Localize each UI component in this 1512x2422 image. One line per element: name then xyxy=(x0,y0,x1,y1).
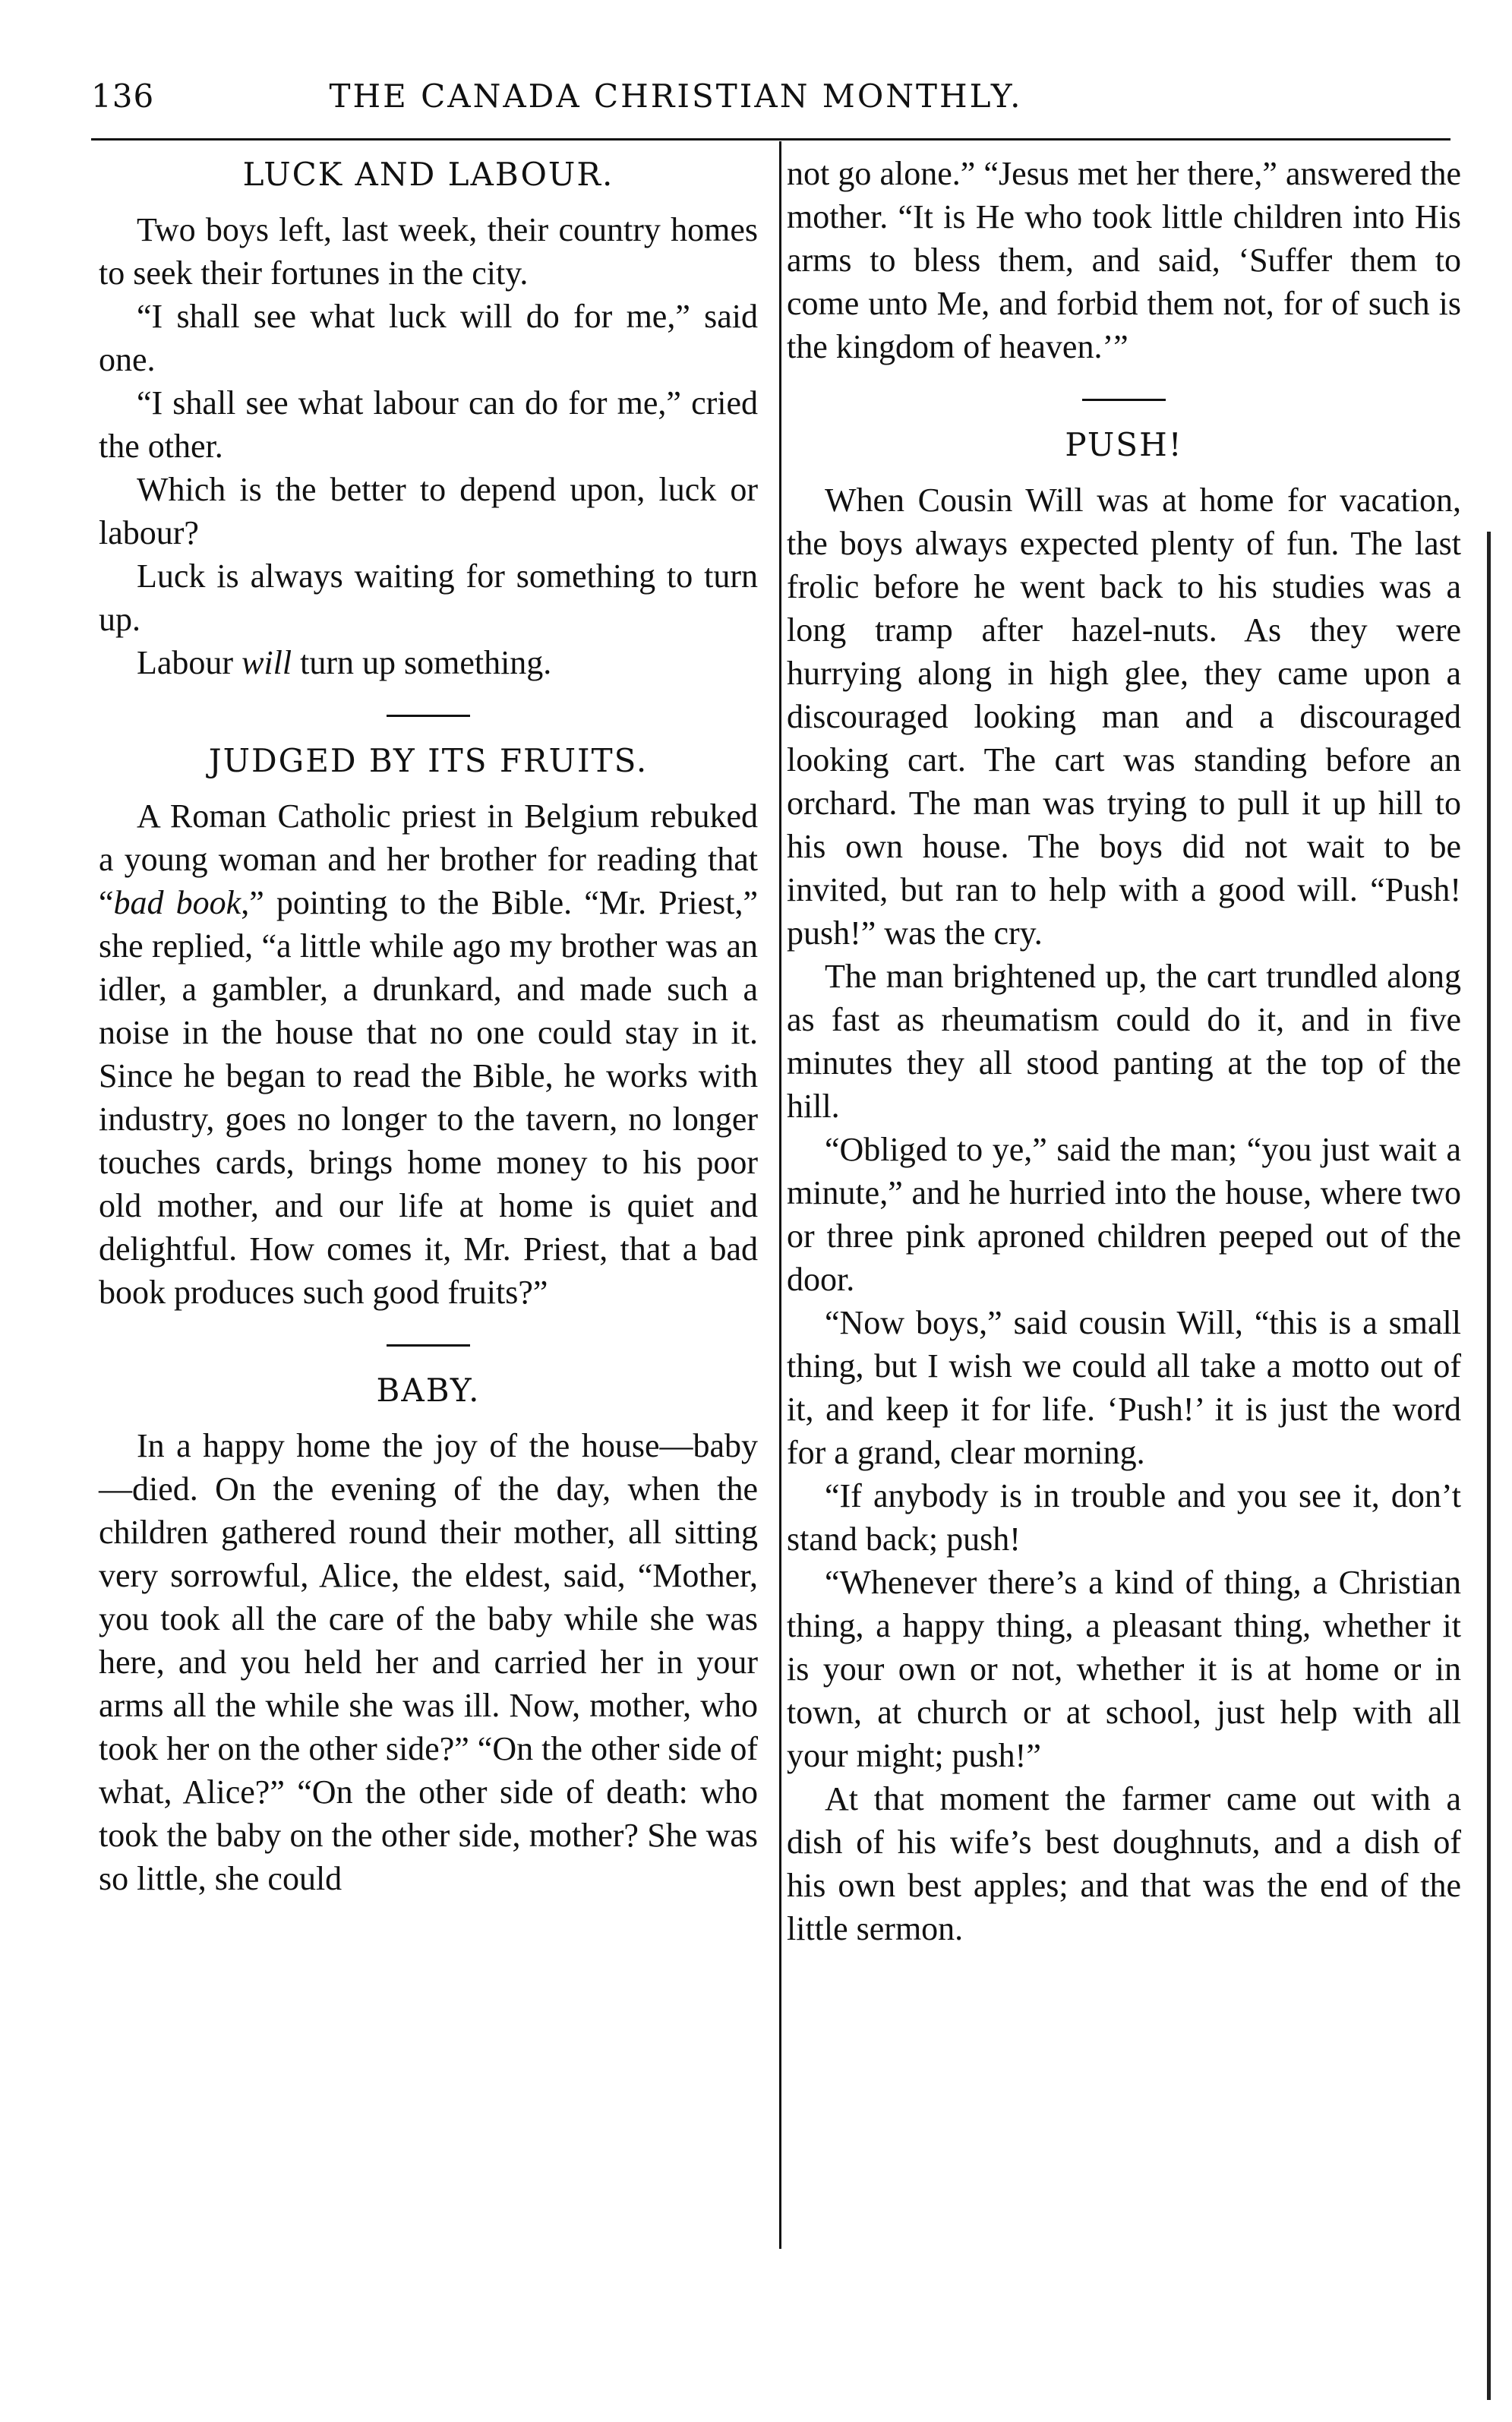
paragraph: “I shall see what luck will do for me,” said one. xyxy=(99,298,758,378)
paragraph: Two boys left, last week, their country homes to seek their fortunes in the city. xyxy=(99,211,758,292)
paragraph: At that moment the farmer came out with a dish of his wife’s best doughnuts, and a dish of his own best apples; and that was the end of the little sermon. xyxy=(787,1780,1461,1947)
article-title: BABY. xyxy=(376,1372,481,1409)
paragraph: Luck is always waiting for something to turn up. xyxy=(99,557,758,638)
paragraph: In a happy home the joy of the house—baby—died. On the evening of the day, when the children gathered round their mother, all sitting very sorrowful, Alice, the eldest, said, “Mother, you took all the care of the baby while she was here, and you held her and carried her in your arms all the while she was ill. Now, mother, who took her on the other side?” “On the other side of what, Alice?” “On the other side of death: who took the baby on the other side, mother? She was so little, she could xyxy=(99,1427,758,1897)
column-divider-rule xyxy=(779,141,781,2249)
article-title: LUCK AND LABOUR. xyxy=(242,156,614,193)
header-rule xyxy=(91,138,1450,141)
article-baby xyxy=(99,1368,758,1900)
text-run: ,” pointing to the Bible. “Mr. Priest,” she replied, “a little while ago my brother was an idler, a gambler, a drunkard, and made such a noise in the house that no one could stay in it. Since he began to read the Bible, he works with industry, goes no longer to the tavern, no longer touches cards, brings home money to his poor old mother, and our life at home is quiet and delightful. How comes it, Mr. Priest, that a bad book produces such good fruits?” xyxy=(99,884,759,1311)
section-divider xyxy=(387,1344,470,1347)
article-title: JUDGED BY ITS FRUITS. xyxy=(208,742,649,779)
article-luck-and-labour xyxy=(99,152,758,684)
text-run: Labour xyxy=(137,644,242,681)
text-run: A Roman Catholic priest in Belgium rebuked a young woman and her brother for reading that “ xyxy=(99,797,758,921)
journal-title: THE CANADA CHRISTIAN MONTHLY. xyxy=(329,77,1023,115)
paragraph xyxy=(99,641,758,684)
italic-text: will xyxy=(241,644,292,681)
article-title: PUSH! xyxy=(1065,426,1183,463)
paragraph: “Now boys,” said cousin Will, “this is a small thing, but I wish we could all take a motto out of it, and keep it for life. ‘Push!’ it is just the word for a grand, clear morning. xyxy=(787,1304,1461,1471)
paragraph-continued: not go alone.” “Jesus met her there,” answered the mother. “It is He who took little children into His arms to bless them, and said, ‘Suffer them to come unto Me, and forbid them not, for of such is the kingdom of heaven.’” xyxy=(787,155,1461,365)
italic-text: bad book xyxy=(113,884,241,921)
paragraph: Which is the better to depend upon, luck or labour? xyxy=(99,471,758,551)
left-column xyxy=(99,152,758,1900)
article-push xyxy=(787,422,1461,1950)
page-number: 136 xyxy=(91,77,155,115)
paragraph: “I shall see what labour can do for me,” cried the other. xyxy=(99,384,758,465)
paragraph: “If anybody is in trouble and you see it, don’t stand back; push! xyxy=(787,1477,1461,1558)
spacer xyxy=(99,784,758,794)
paragraph: “Whenever there’s a kind of thing, a Christian thing, a happy thing, a pleasant thing, whether it is your own or not, whether it is at home or in town, at church or at school, just help with all your might; push!” xyxy=(787,1564,1461,1774)
spacer xyxy=(99,1413,758,1424)
paragraph: When Cousin Will was at home for vacation, the boys always expected plenty of fun. The last frolic before he went back to his studies was a long tramp after hazel-nuts. As they were hurrying along in high glee, they came upon a discouraged looking man and a discouraged looking cart. The cart was standing before an orchard. The man was trying to pull it up hill to his own house. The boys did not wait to be invited, but ran to help with a good will. “Push! push!” was the cry. xyxy=(787,482,1461,952)
right-column xyxy=(787,152,1461,1950)
text-run: turn up something. xyxy=(292,644,552,681)
section-divider xyxy=(1082,399,1166,401)
spacer xyxy=(787,468,1461,478)
section-divider xyxy=(387,715,470,717)
spacer xyxy=(99,197,758,208)
page-header xyxy=(91,77,1162,123)
paragraph: The man brightened up, the cart trundled along as fast as rheumatism could do it, and in five minutes they all stood panting at the top of the hill. xyxy=(787,958,1461,1125)
article-judged-by-its-fruits xyxy=(99,738,758,1314)
paragraph xyxy=(99,794,758,1314)
paragraph: “Obliged to ye,” said the man; “you just wait a minute,” and he hurried into the house, where two or three pink aproned children peeped out of the door. xyxy=(787,1131,1461,1298)
page-edge-mark xyxy=(1487,532,1491,2400)
